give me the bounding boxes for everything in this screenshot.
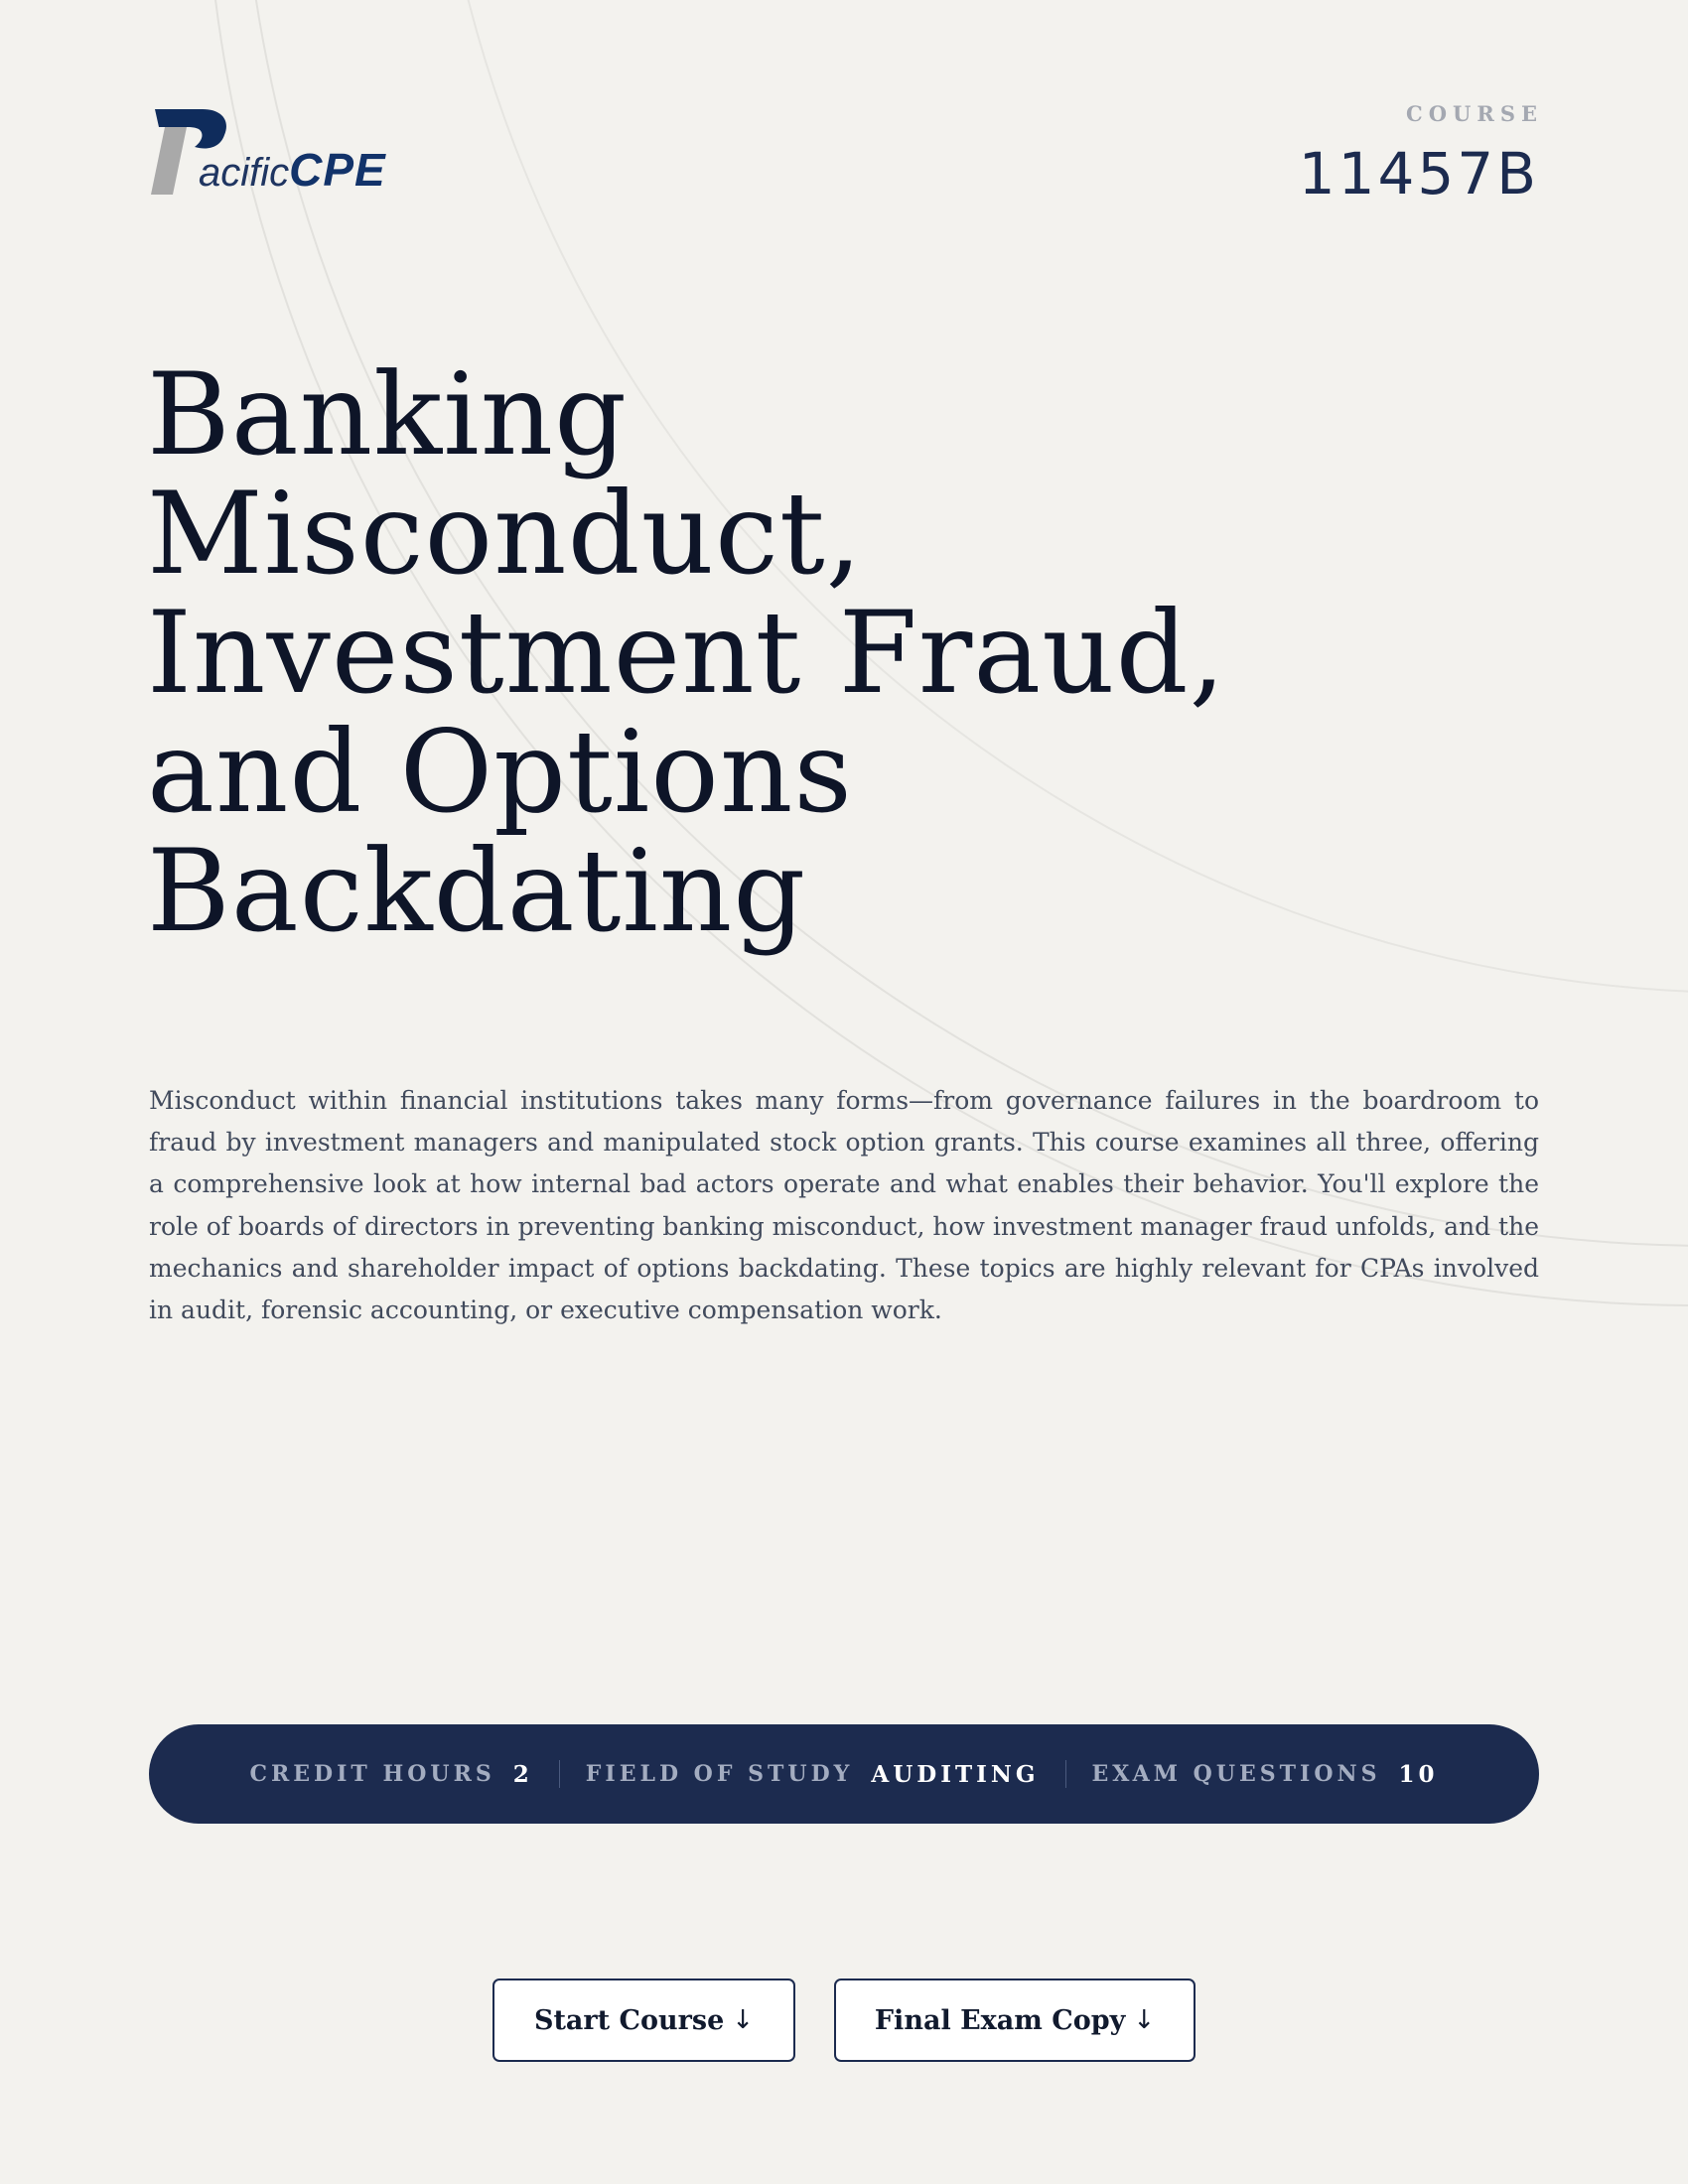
logo-wordmark	[199, 144, 386, 196]
arrow-down-icon: ↓	[1133, 2005, 1156, 2035]
start-course-label: Start Course	[533, 2004, 725, 2036]
course-title-line: Misconduct,	[147, 468, 863, 600]
exam-questions-label: EXAM QUESTIONS	[1091, 1761, 1381, 1787]
credit-hours-value: 2	[512, 1760, 533, 1788]
course-title-line: Banking	[147, 348, 629, 480]
exam-questions-value: 10	[1398, 1760, 1439, 1788]
course-title-line: Investment Fraud,	[147, 587, 1226, 719]
credit-hours-item	[250, 1761, 533, 1788]
course-number: 11457B	[1298, 140, 1539, 207]
final-exam-copy-button[interactable]	[834, 1979, 1196, 2062]
final-exam-copy-label: Final Exam Copy	[874, 2004, 1126, 2036]
logo-wordmark-light: acific	[199, 151, 290, 195]
info-divider	[1065, 1760, 1066, 1788]
course-info-bar	[149, 1724, 1539, 1824]
field-of-study-item	[586, 1761, 1040, 1788]
exam-questions-item	[1092, 1761, 1439, 1788]
logo-wordmark-bold: CPE	[289, 144, 386, 196]
field-of-study-value: AUDITING	[871, 1760, 1040, 1788]
start-course-button[interactable]	[492, 1979, 795, 2062]
course-label: COURSE	[1406, 101, 1543, 126]
field-of-study-label: FIELD OF STUDY	[585, 1761, 854, 1787]
pacificcpe-logo	[151, 103, 409, 203]
course-title-line: Backdating	[147, 825, 807, 957]
course-title-line: and Options	[147, 706, 853, 838]
course-description: Misconduct within financial institutions takes many forms—from governance failures in the boardroom to fraud by investment managers and manipulated stock option grants. This course examines all three, offering a comprehensive look at how internal bad actors operate and what enables their behavior. You'll explore the role of boards of directors in preventing banking misconduct, how investment manager fraud unfolds, and the mechanics and shareholder impact of options backdating. These topics are highly relevant for CPAs involved in audit, forensic accounting, or executive compensation work.	[149, 1086, 1539, 1325]
credit-hours-label: CREDIT HOURS	[249, 1761, 495, 1787]
course-title	[147, 348, 1438, 957]
arrow-down-icon: ↓	[732, 2005, 755, 2035]
info-divider	[559, 1760, 560, 1788]
